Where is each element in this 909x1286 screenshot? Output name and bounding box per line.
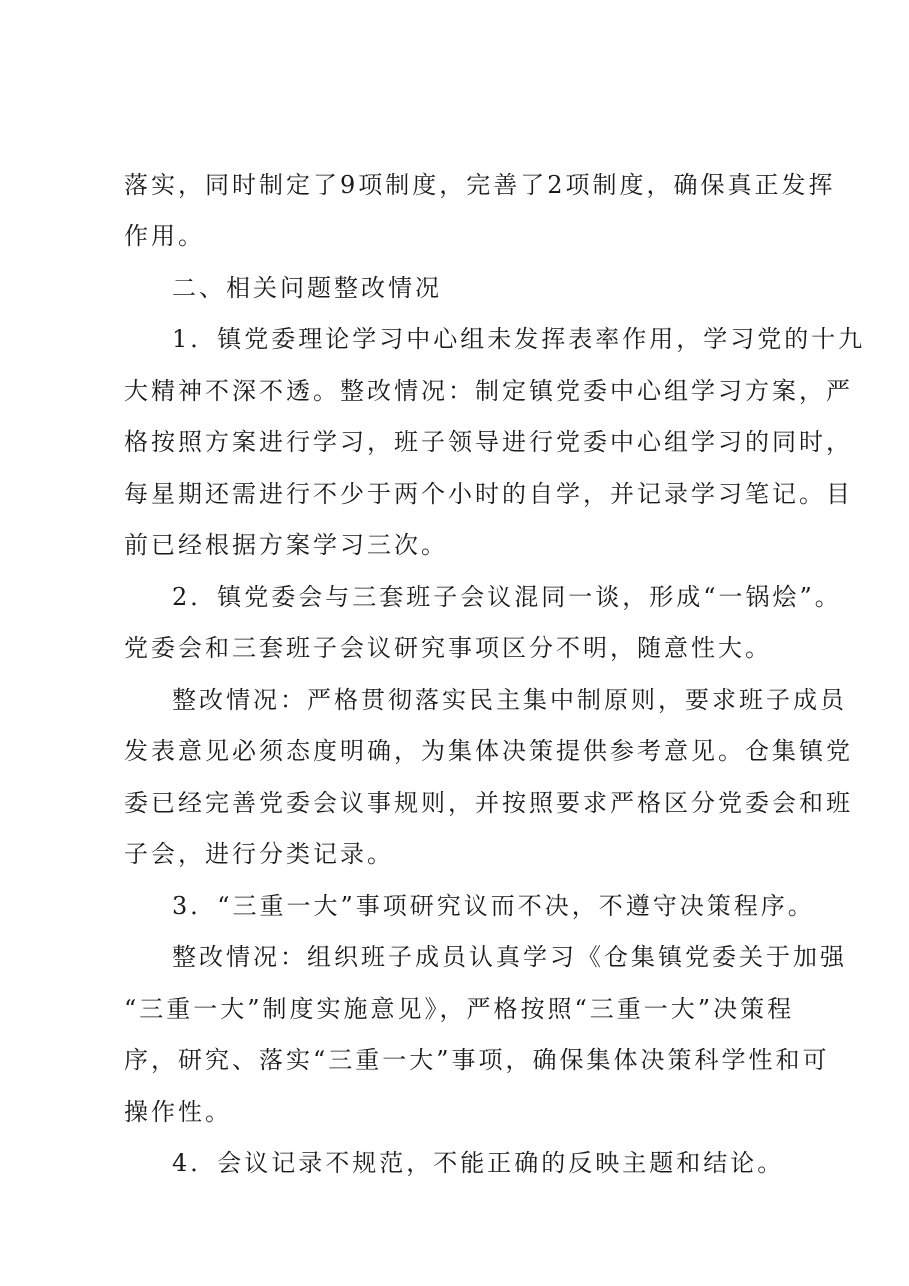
paragraph-line: 操作性。 (124, 1098, 232, 1126)
paragraph-line: 党委会和三套班子会议研究事项区分不明，随意性大。 (124, 634, 772, 662)
paragraph-line: 作用。 (124, 222, 205, 250)
paragraph-line: 整改情况：组织班子成员认真学习《仓集镇党委关于加强 (172, 943, 847, 971)
paragraph-line: 3．“三重一大”事项研究议而不决，不遵守决策程序。 (172, 892, 815, 920)
paragraph-line: 1．镇党委理论学习中心组未发挥表率作用，学习党的十九 (172, 325, 866, 353)
paragraph-line: 大精神不深不透。整改情况：制定镇党委中心组学习方案，严 (124, 377, 853, 405)
paragraph-line: 序，研究、落实“三重一大”事项，确保集体决策科学性和可 (124, 1046, 830, 1074)
paragraph-line: 子会，进行分类记录。 (124, 840, 394, 868)
paragraph-line: 落实，同时制定了9项制度，完善了2项制度，确保真正发挥 (124, 171, 836, 199)
paragraph-line: 格按照方案进行学习，班子领导进行党委中心组学习的同时， (124, 428, 853, 456)
paragraph-line: 委已经完善党委会议事规则，并按照要求严格区分党委会和班 (124, 789, 853, 817)
paragraph-line: 4．会议记录不规范，不能正确的反映主题和结论。 (172, 1149, 785, 1177)
paragraph-line: 发表意见必须态度明确，为集体决策提供参考意见。仓集镇党 (124, 737, 853, 765)
paragraph-line: 2．镇党委会与三套班子会议混同一谈，形成“一锅烩”。 (172, 583, 842, 611)
paragraph-line: “三重一大”制度实施意见》，严格按照“三重一大”决策程 (124, 995, 795, 1023)
paragraph-line: 前已经根据方案学习三次。 (124, 531, 448, 559)
section-heading: 二、相关问题整改情况 (172, 274, 442, 302)
paragraph-line: 每星期还需进行不少于两个小时的自学，并记录学习笔记。目 (124, 480, 853, 508)
paragraph-line: 整改情况：严格贯彻落实民主集中制原则，要求班子成员 (172, 686, 847, 714)
